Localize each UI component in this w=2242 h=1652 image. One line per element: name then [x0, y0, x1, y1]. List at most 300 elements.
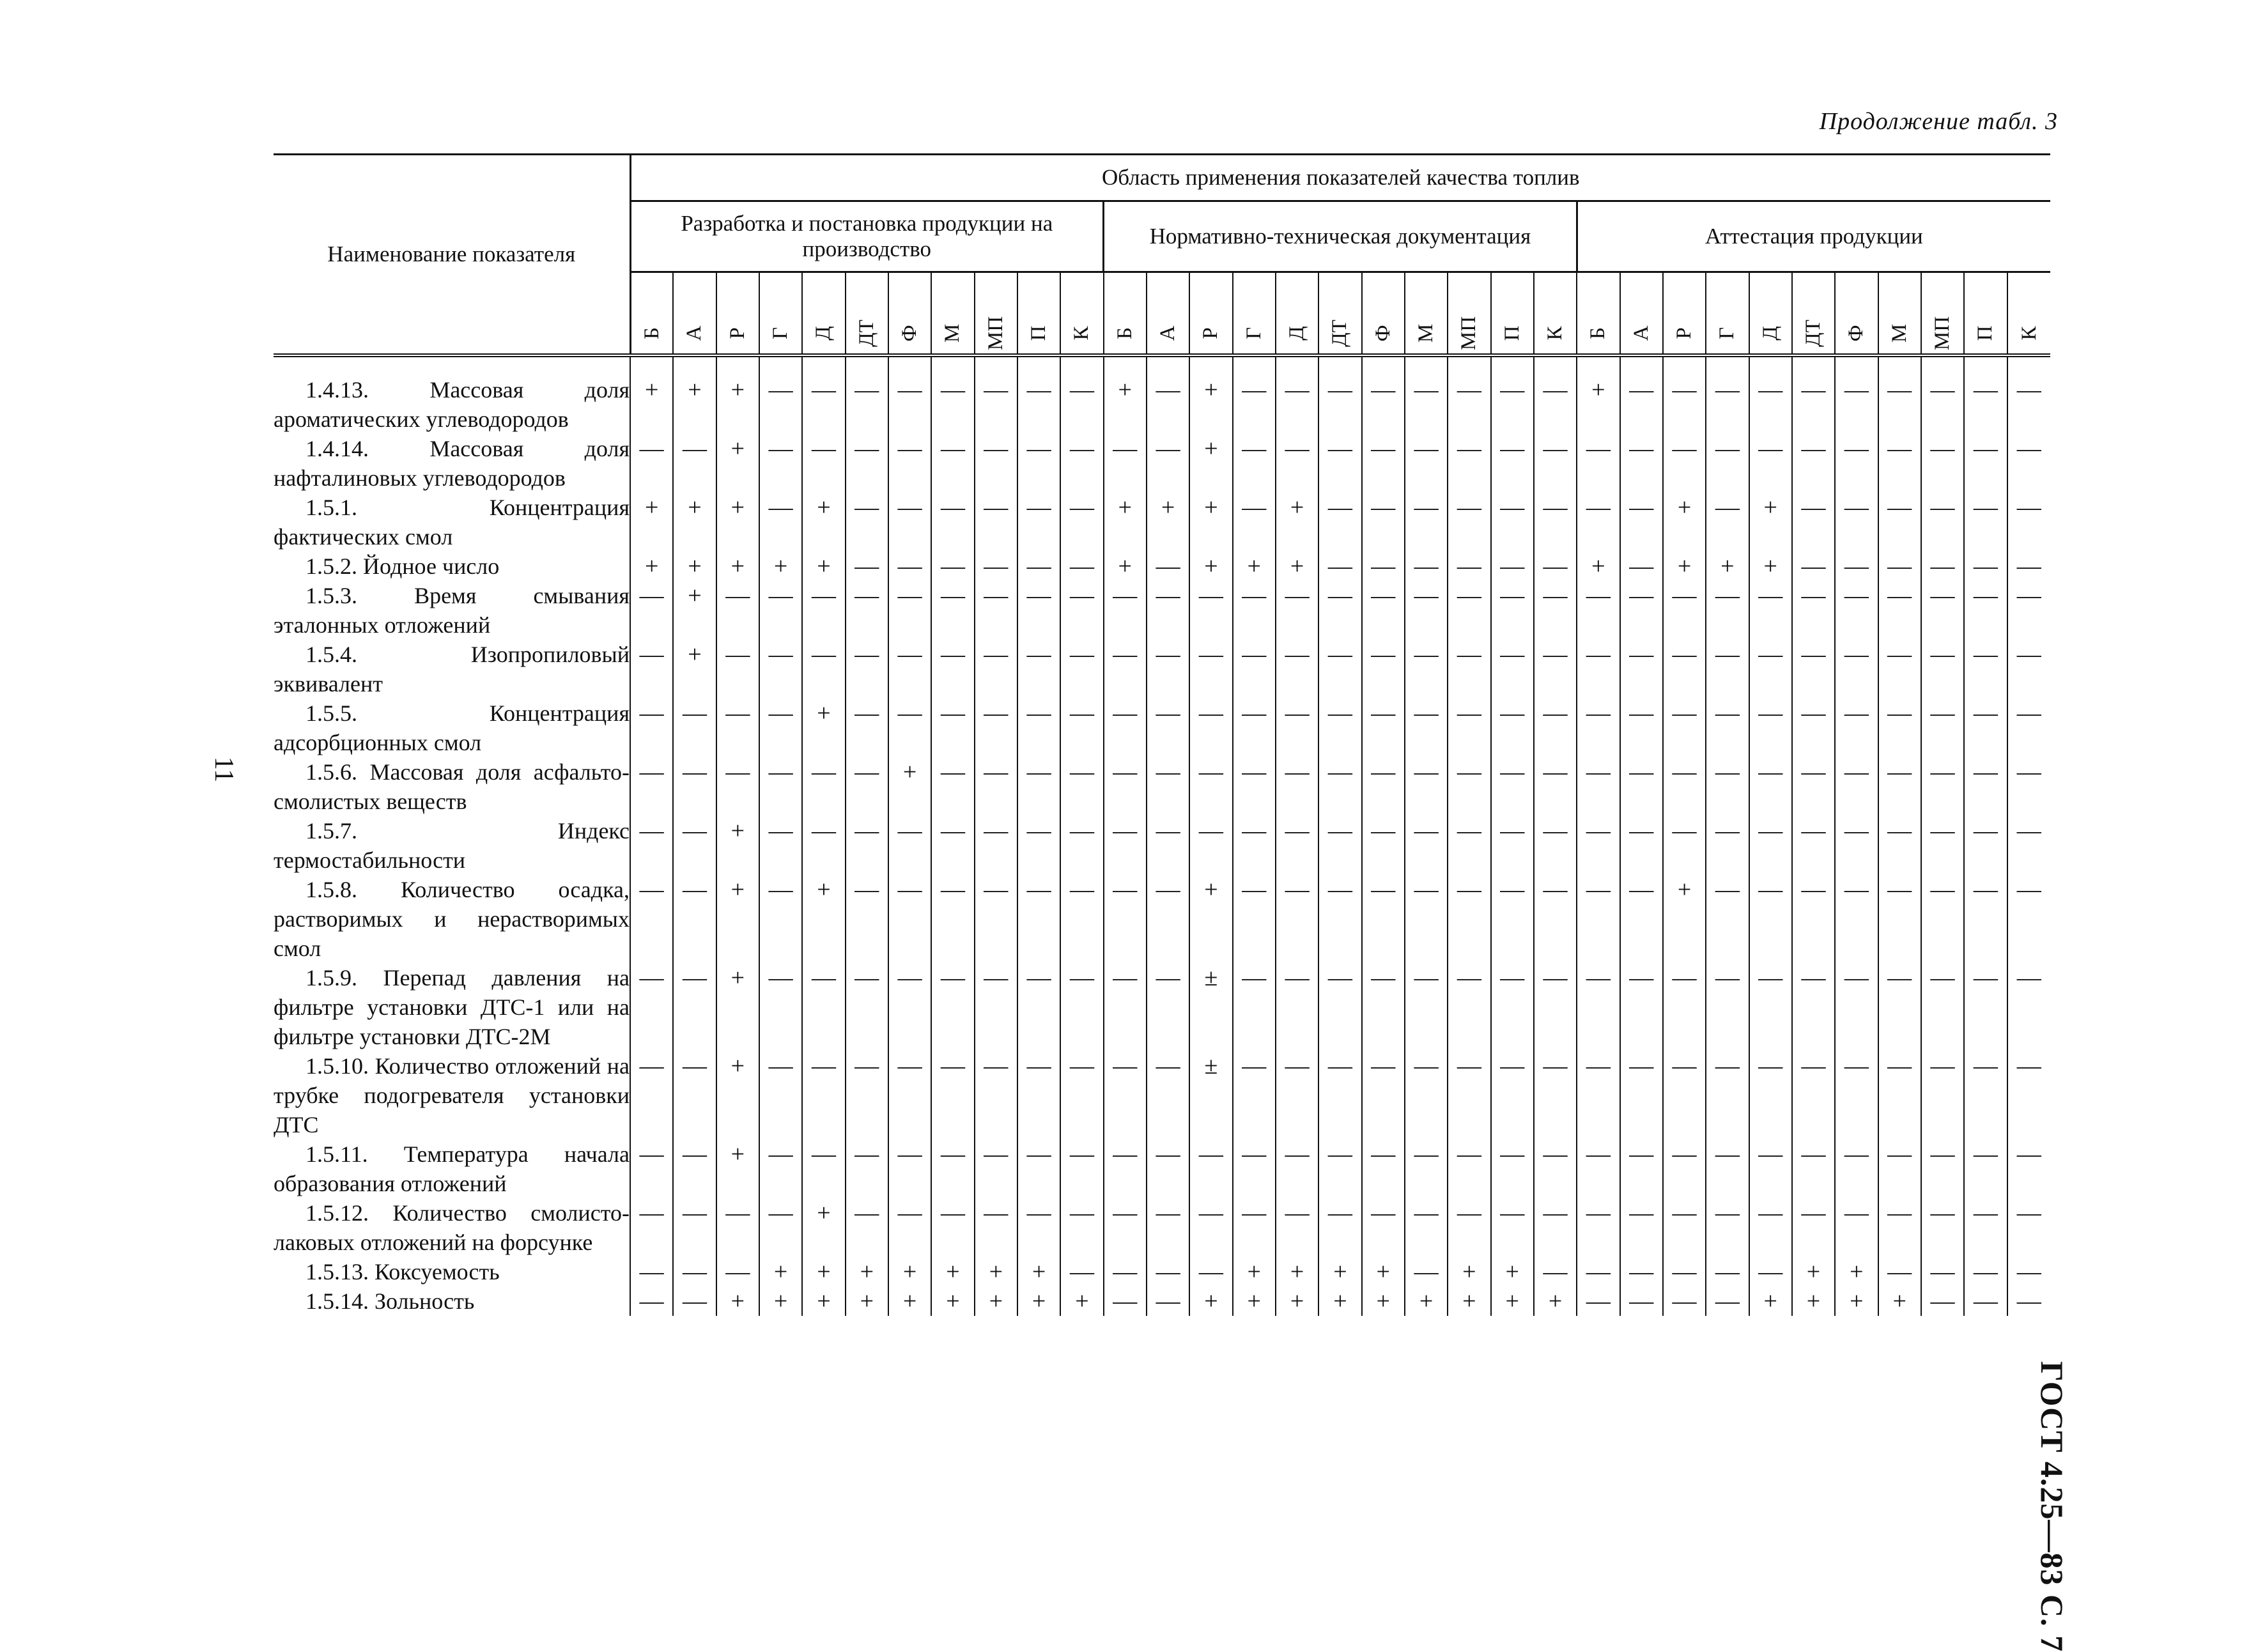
- applicability-mark: —: [1534, 375, 1577, 434]
- applicability-mark: —: [1405, 699, 1448, 757]
- applicability-mark: —: [1491, 434, 1534, 493]
- fuel-type-label: МП: [1457, 316, 1481, 350]
- applicability-mark: —: [1448, 963, 1490, 1051]
- applicability-mark: —: [1233, 757, 1276, 816]
- indicator-name: [274, 375, 630, 434]
- applicability-mark: —: [673, 1257, 716, 1286]
- applicability-mark: —: [1318, 493, 1361, 552]
- applicability-mark: +: [802, 699, 845, 757]
- applicability-mark: —: [2016, 641, 2041, 668]
- applicability-mark: —: [1964, 1286, 2007, 1316]
- applicability-mark: —: [1362, 581, 1405, 640]
- applicability-mark: +: [673, 375, 716, 434]
- applicability-mark: —: [1060, 375, 1103, 434]
- applicability-mark: —: [1017, 552, 1060, 581]
- indicator-name-text: 1.5.11. Температура начала образования отложений: [274, 1141, 630, 1196]
- applicability-mark: —: [846, 816, 888, 875]
- applicability-mark: —: [1017, 1051, 1060, 1139]
- fuel-type-label: К: [1070, 325, 1094, 341]
- applicability-mark: —: [1147, 375, 1189, 434]
- applicability-mark: —: [1835, 875, 1878, 963]
- applicability-mark: +: [1276, 1257, 1318, 1286]
- applicability-mark: —: [1017, 1198, 1060, 1257]
- applicability-mark: —: [1577, 434, 1620, 493]
- applicability-mark: —: [802, 757, 845, 816]
- applicability-mark: —: [1835, 1198, 1878, 1257]
- applicability-mark: —: [1577, 963, 1620, 1051]
- applicability-mark: —: [1749, 699, 1792, 757]
- applicability-mark: —: [1921, 552, 1964, 581]
- applicability-mark: —: [1964, 493, 2007, 552]
- applicability-mark: —: [759, 816, 802, 875]
- applicability-mark: —: [1964, 699, 2007, 757]
- applicability-mark: —: [1233, 375, 1276, 434]
- fuel-type-header: [1577, 272, 1620, 356]
- table-row: [274, 581, 2050, 640]
- fuel-type-header: [931, 272, 974, 356]
- applicability-mark: —: [1405, 493, 1448, 552]
- applicability-mark: —: [846, 963, 888, 1051]
- applicability-mark: —: [1835, 963, 1878, 1051]
- table-row: [274, 757, 2050, 816]
- fuel-type-label: Р: [1199, 327, 1223, 339]
- fuel-type-label: К: [1543, 325, 1567, 341]
- applicability-mark: +: [716, 963, 759, 1051]
- applicability-mark: —: [1878, 757, 1921, 816]
- applicability-mark: —: [716, 757, 759, 816]
- applicability-mark: +: [1749, 552, 1792, 581]
- applicability-mark: —: [1878, 1198, 1921, 1257]
- applicability-mark: —: [1706, 699, 1749, 757]
- applicability-mark: —: [759, 493, 802, 552]
- applicability-mark: —: [1878, 816, 1921, 875]
- applicability-mark: —: [1104, 640, 1147, 699]
- applicability-mark: —: [1189, 757, 1232, 816]
- indicator-name: [274, 1139, 630, 1198]
- applicability-mark: —: [1663, 581, 1706, 640]
- applicability-mark: —: [1362, 875, 1405, 963]
- fuel-type-header: [1706, 272, 1749, 356]
- applicability-mark: —: [1104, 1051, 1147, 1139]
- applicability-mark: —: [1921, 434, 1964, 493]
- fuel-type-label: МП: [1931, 316, 1954, 350]
- applicability-mark: —: [1276, 699, 1318, 757]
- applicability-mark: +: [1318, 1257, 1361, 1286]
- applicability-mark: +: [1448, 1286, 1490, 1316]
- applicability-mark: —: [1620, 963, 1663, 1051]
- fuel-type-label: ДТ: [1328, 319, 1352, 347]
- applicability-mark: —: [1663, 699, 1706, 757]
- applicability-mark: —: [1448, 493, 1490, 552]
- applicability-mark: —: [1921, 375, 1964, 434]
- applicability-mark: —: [1792, 1051, 1835, 1139]
- indicator-name-text: 1.5.8. Количество осадка, растворимых и нерастворимых смол: [274, 877, 630, 961]
- applicability-mark: +: [888, 757, 931, 816]
- applicability-mark: —: [2016, 376, 2041, 403]
- applicability-mark: —: [1491, 875, 1534, 963]
- applicability-mark: —: [1706, 1051, 1749, 1139]
- applicability-mark: —: [1147, 640, 1189, 699]
- applicability-mark: —: [1749, 963, 1792, 1051]
- fuel-type-header: [1276, 272, 1318, 356]
- indicator-name-text: 1.4.14. Массовая доля нафталиновых углеводородов: [274, 436, 630, 491]
- indicator-name-text: 1.5.5. Концентрация адсорбционных смол: [274, 700, 630, 755]
- applicability-mark: —: [888, 581, 931, 640]
- applicability-mark: —: [1362, 375, 1405, 434]
- applicability-mark: +: [1104, 375, 1147, 434]
- applicability-mark: —: [1964, 875, 2007, 963]
- applicability-mark: —: [846, 1051, 888, 1139]
- applicability-mark: —: [1233, 640, 1276, 699]
- fuel-type-header: [1792, 272, 1835, 356]
- fuel-type-header: [1233, 272, 1276, 356]
- fuel-type-header: [716, 272, 759, 356]
- applicability-mark: +: [673, 552, 716, 581]
- applicability-mark: —: [1878, 963, 1921, 1051]
- applicability-mark: +: [1233, 1286, 1276, 1316]
- applicability-mark: —: [2016, 435, 2041, 462]
- fuel-type-header: [846, 272, 888, 356]
- applicability-mark: —: [1749, 375, 1792, 434]
- applicability-mark: —: [1620, 581, 1663, 640]
- applicability-mark: —: [1060, 552, 1103, 581]
- applicability-mark: —: [1921, 1257, 1964, 1286]
- applicability-mark: —: [1147, 757, 1189, 816]
- applicability-mark: +: [1362, 1286, 1405, 1316]
- applicability-mark: —: [1147, 1286, 1189, 1316]
- applicability-mark: +: [802, 1257, 845, 1286]
- applicability-mark: —: [1835, 434, 1878, 493]
- applicability-mark: —: [846, 434, 888, 493]
- applicability-mark: —: [1491, 816, 1534, 875]
- applicability-mark: —: [716, 640, 759, 699]
- applicability-mark: +: [716, 875, 759, 963]
- applicability-mark: —: [802, 1051, 845, 1139]
- applicability-mark: —: [975, 640, 1017, 699]
- applicability-mark: —: [1104, 434, 1147, 493]
- applicability-mark: —: [1878, 640, 1921, 699]
- applicability-mark: —: [1060, 816, 1103, 875]
- applicability-mark: —: [630, 816, 673, 875]
- applicability-mark: —: [1448, 434, 1490, 493]
- applicability-mark: —: [1060, 640, 1103, 699]
- applicability-mark: —: [1491, 1051, 1534, 1139]
- applicability-mark: —: [1620, 640, 1663, 699]
- indicator-name: [274, 1198, 630, 1257]
- applicability-mark: —: [975, 1198, 1017, 1257]
- applicability-mark: —: [673, 963, 716, 1051]
- applicability-mark: +: [888, 1257, 931, 1286]
- applicability-mark: —: [975, 699, 1017, 757]
- applicability-mark: —: [888, 552, 931, 581]
- applicability-mark: +: [759, 1286, 802, 1316]
- applicability-mark: —: [1921, 816, 1964, 875]
- applicability-mark: —: [1878, 1051, 1921, 1139]
- applicability-mark: —: [888, 1139, 931, 1198]
- applicability-mark: —: [975, 581, 1017, 640]
- indicator-name: [274, 699, 630, 757]
- fuel-type-header: [1104, 272, 1147, 356]
- applicability-mark: —: [1577, 875, 1620, 963]
- applicability-mark: —: [759, 757, 802, 816]
- applicability-mark: —: [1792, 552, 1835, 581]
- fuel-type-header: [1921, 272, 1964, 356]
- fuel-type-header: [1534, 272, 1577, 356]
- applicability-mark: —: [802, 640, 845, 699]
- applicability-mark: —: [1577, 1139, 1620, 1198]
- applicability-mark: +: [1663, 875, 1706, 963]
- applicability-mark: —: [1233, 963, 1276, 1051]
- applicability-mark: —: [1104, 816, 1147, 875]
- applicability-mark: —: [1964, 963, 2007, 1051]
- fuel-type-header: [1491, 272, 1534, 356]
- applicability-mark: —: [1147, 552, 1189, 581]
- fuel-type-label: Д: [1285, 325, 1309, 341]
- applicability-mark: —: [1620, 699, 1663, 757]
- indicator-name-header: Наименование показателя: [274, 155, 630, 356]
- applicability-mark: —: [1276, 1198, 1318, 1257]
- indicator-name-text: 1.5.10. Количество отложений на трубке подогревателя установки ДТС: [274, 1053, 630, 1138]
- applicability-mark: —: [1749, 1198, 1792, 1257]
- applicability-mark: —: [759, 434, 802, 493]
- applicability-mark: —: [1491, 757, 1534, 816]
- applicability-mark: —: [1060, 875, 1103, 963]
- applicability-mark: —: [931, 493, 974, 552]
- applicability-mark: +: [716, 552, 759, 581]
- applicability-mark: —: [1448, 552, 1490, 581]
- applicability-mark: —: [1577, 699, 1620, 757]
- applicability-mark: —: [1620, 1198, 1663, 1257]
- applicability-mark: —: [931, 552, 974, 581]
- applicability-mark: —: [846, 699, 888, 757]
- applicability-mark: —: [1706, 375, 1749, 434]
- applicability-mark: —: [1577, 1051, 1620, 1139]
- indicator-name-text: 1.5.6. Массовая доля асфальто-смолистых веществ: [274, 759, 630, 814]
- table-row: [274, 375, 2050, 434]
- applicability-mark: +: [1017, 1257, 1060, 1286]
- applicability-mark: —: [1276, 757, 1318, 816]
- applicability-mark: —: [1534, 816, 1577, 875]
- applicability-mark: —: [1405, 552, 1448, 581]
- applicability-mark: —: [1276, 875, 1318, 963]
- applicability-mark: —: [1189, 1139, 1232, 1198]
- applicability-mark: —: [1276, 640, 1318, 699]
- applicability-mark: —: [1749, 1139, 1792, 1198]
- applicability-mark: —: [1060, 963, 1103, 1051]
- applicability-mark: —: [1835, 1051, 1878, 1139]
- applicability-mark: —: [630, 1286, 673, 1316]
- fuel-type-label: Р: [725, 327, 749, 339]
- fuel-type-label: Ф: [898, 324, 922, 342]
- applicability-mark: —: [1964, 1051, 2007, 1139]
- applicability-mark: —: [1362, 434, 1405, 493]
- applicability-mark: —: [1491, 640, 1534, 699]
- applicability-mark: —: [1060, 1198, 1103, 1257]
- standard-page-label: ГОСТ 4.25—83 С. 7: [2034, 1361, 2070, 1652]
- applicability-mark: +: [630, 493, 673, 552]
- applicability-mark: —: [1921, 1051, 1964, 1139]
- applicability-mark: —: [630, 581, 673, 640]
- fuel-type-label: Д: [812, 325, 835, 341]
- applicability-mark: +: [1491, 1286, 1534, 1316]
- fuel-type-label: П: [1974, 325, 1997, 341]
- fuel-type-header: [1448, 272, 1490, 356]
- applicability-mark: +: [716, 816, 759, 875]
- table-row: [274, 434, 2050, 493]
- applicability-mark: —: [931, 640, 974, 699]
- applicability-mark: —: [1147, 1257, 1189, 1286]
- applicability-mark: —: [1921, 875, 1964, 963]
- applicability-mark: —: [846, 1139, 888, 1198]
- applicability-mark: —: [1577, 1286, 1620, 1316]
- applicability-mark: —: [1749, 640, 1792, 699]
- table-row: [274, 552, 2050, 581]
- table-row: [274, 1051, 2050, 1139]
- applicability-mark: —: [1318, 757, 1361, 816]
- applicability-mark: —: [1620, 1051, 1663, 1139]
- fuel-type-label: Г: [1715, 327, 1739, 339]
- fuel-type-header: [1405, 272, 1448, 356]
- applicability-mark: —: [1534, 757, 1577, 816]
- applicability-mark: —: [1017, 757, 1060, 816]
- applicability-mark: +: [1189, 1286, 1232, 1316]
- fuel-type-label: Б: [1586, 327, 1610, 339]
- applicability-mark: +: [1534, 1286, 1577, 1316]
- applicability-mark: —: [802, 581, 845, 640]
- applicability-mark: —: [1233, 1139, 1276, 1198]
- fuel-type-label: А: [1156, 325, 1180, 341]
- applicability-mark: —: [1318, 434, 1361, 493]
- applicability-mark: —: [1060, 757, 1103, 816]
- applicability-mark: —: [1921, 1198, 1964, 1257]
- applicability-mark: —: [1060, 493, 1103, 552]
- applicability-mark: —: [1448, 875, 1490, 963]
- applicability-mark: —: [802, 816, 845, 875]
- applicability-mark: +: [1706, 552, 1749, 581]
- applicability-mark: —: [1534, 1257, 1577, 1286]
- applicability-mark: —: [1577, 581, 1620, 640]
- applicability-mark: —: [1706, 816, 1749, 875]
- applicability-mark: —: [1878, 493, 1921, 552]
- applicability-mark: +: [673, 640, 716, 699]
- applicability-mark: —: [1792, 375, 1835, 434]
- applicability-mark: —: [1405, 640, 1448, 699]
- applicability-mark: —: [1060, 1051, 1103, 1139]
- applicability-mark: +: [1276, 493, 1318, 552]
- applicability-mark: —: [1921, 1139, 1964, 1198]
- applicability-mark: —: [1276, 434, 1318, 493]
- applicability-mark: —: [1318, 875, 1361, 963]
- applicability-mark: +: [802, 1198, 845, 1257]
- applicability-mark: +: [1276, 1286, 1318, 1316]
- applicability-mark: —: [1405, 375, 1448, 434]
- applicability-mark: —: [1491, 1198, 1534, 1257]
- applicability-mark: —: [2016, 582, 2041, 609]
- applicability-mark: —: [1276, 963, 1318, 1051]
- applicability-mark: —: [975, 434, 1017, 493]
- fuel-type-header: [1749, 272, 1792, 356]
- applicability-mark: +: [1276, 552, 1318, 581]
- applicability-mark: —: [1362, 963, 1405, 1051]
- applicability-mark: +: [931, 1286, 974, 1316]
- applicability-mark: —: [1104, 1139, 1147, 1198]
- applicability-mark: —: [1405, 581, 1448, 640]
- applicability-mark: —: [1491, 581, 1534, 640]
- indicator-name-text: 1.5.4. Изопропиловый эквивалент: [274, 642, 630, 697]
- applicability-mark: +: [716, 1286, 759, 1316]
- applicability-mark: —: [759, 963, 802, 1051]
- applicability-mark: —: [630, 699, 673, 757]
- applicability-mark: —: [716, 581, 759, 640]
- applicability-mark: —: [1104, 699, 1147, 757]
- applicability-mark: —: [1491, 699, 1534, 757]
- applicability-mark: —: [1060, 1139, 1103, 1198]
- applicability-mark: —: [888, 640, 931, 699]
- applicability-mark: —: [1663, 1286, 1706, 1316]
- applicability-mark: —: [1577, 640, 1620, 699]
- applicability-mark: —: [1233, 875, 1276, 963]
- applicability-mark: —: [1921, 493, 1964, 552]
- applicability-mark: —: [1017, 816, 1060, 875]
- applicability-mark: —: [1147, 581, 1189, 640]
- applicability-mark: —: [1663, 1139, 1706, 1198]
- applicability-mark: —: [673, 816, 716, 875]
- applicability-mark: —: [1276, 581, 1318, 640]
- fuel-type-label: Ф: [1844, 324, 1868, 342]
- applicability-mark: —: [1233, 493, 1276, 552]
- applicability-mark: —: [975, 963, 1017, 1051]
- applicability-mark: —: [1620, 757, 1663, 816]
- applicability-mark: —: [1577, 757, 1620, 816]
- applicability-mark: —: [1835, 816, 1878, 875]
- fuel-type-header: [888, 272, 931, 356]
- applicability-mark: +: [1233, 552, 1276, 581]
- applicability-mark: —: [1104, 1257, 1147, 1286]
- indicator-name: [274, 434, 630, 493]
- applicability-mark: —: [1706, 640, 1749, 699]
- applicability-mark: —: [1706, 1139, 1749, 1198]
- applicability-mark: —: [1017, 434, 1060, 493]
- applicability-mark: —: [1491, 552, 1534, 581]
- applicability-mark: —: [1964, 581, 2007, 640]
- table-row: [274, 699, 2050, 757]
- applicability-mark: —: [1060, 434, 1103, 493]
- applicability-mark: —: [846, 552, 888, 581]
- applicability-mark: +: [802, 1286, 845, 1316]
- applicability-mark: —: [1620, 875, 1663, 963]
- applicability-mark: —: [1233, 1051, 1276, 1139]
- applicability-mark: +: [1147, 493, 1189, 552]
- applicability-mark: —: [1792, 699, 1835, 757]
- applicability-mark: +: [1405, 1286, 1448, 1316]
- applicability-mark: —: [673, 875, 716, 963]
- applicability-mark: —: [1663, 757, 1706, 816]
- applicability-mark: +: [846, 1257, 888, 1286]
- applicability-mark: —: [1147, 1198, 1189, 1257]
- applicability-mark: +: [975, 1286, 1017, 1316]
- applicability-mark: —: [888, 875, 931, 963]
- applicability-mark: —: [1620, 493, 1663, 552]
- indicator-name: [274, 1286, 630, 1316]
- applicability-mark: —: [1276, 1051, 1318, 1139]
- fuel-type-header: [630, 272, 673, 356]
- applicability-mark: —: [759, 875, 802, 963]
- fuel-type-label: М: [1887, 323, 1911, 343]
- applicability-mark: —: [759, 699, 802, 757]
- applicability-mark: —: [1405, 757, 1448, 816]
- applicability-mark: —: [673, 699, 716, 757]
- applicability-mark: —: [1189, 699, 1232, 757]
